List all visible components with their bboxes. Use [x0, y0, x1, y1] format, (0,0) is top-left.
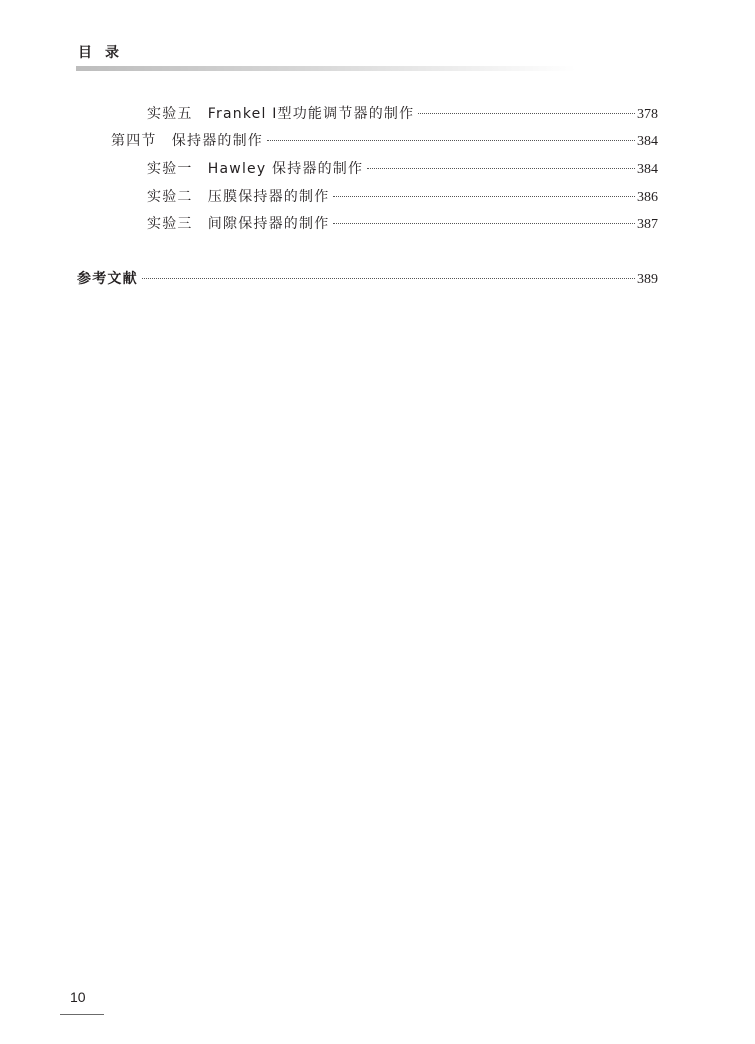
toc-entry-label: 实验二 压膜保持器的制作 — [147, 189, 330, 205]
toc-entry[interactable] — [147, 213, 658, 235]
toc-entry-label: 实验三 间隙保持器的制作 — [147, 216, 330, 232]
toc-entry[interactable] — [147, 186, 658, 208]
toc-entry-page: 378 — [637, 107, 658, 122]
toc-entry-label: 第四节 保持器的制作 — [111, 133, 263, 149]
footer-rule — [60, 1014, 104, 1015]
toc-dot-leader — [267, 139, 635, 141]
toc-dot-leader — [418, 112, 635, 114]
toc-entry[interactable] — [147, 158, 658, 180]
toc-entry-page: 387 — [637, 217, 658, 232]
toc-entry-label: 参考文献 — [77, 271, 138, 287]
toc-entry[interactable] — [147, 103, 658, 125]
page-number: 10 — [70, 989, 86, 1005]
toc-entry-page: 384 — [637, 134, 658, 149]
toc-dot-leader — [142, 277, 635, 279]
toc-dot-leader — [367, 167, 635, 169]
toc-entry-page: 386 — [637, 190, 658, 205]
toc-entry-label: 实验一 Hawley 保持器的制作 — [147, 161, 364, 177]
running-header-title: 目录 — [78, 45, 132, 61]
toc-dot-leader — [333, 195, 635, 197]
toc-entry-label: 实验五 Frankel Ⅰ型功能调节器的制作 — [147, 106, 415, 122]
header-gradient-bar — [76, 66, 576, 71]
toc-entry-page: 384 — [637, 162, 658, 177]
toc-dot-leader — [333, 222, 635, 224]
toc-entry[interactable] — [77, 268, 658, 290]
toc-entry[interactable] — [111, 130, 658, 152]
toc-entry-page: 389 — [637, 272, 658, 287]
